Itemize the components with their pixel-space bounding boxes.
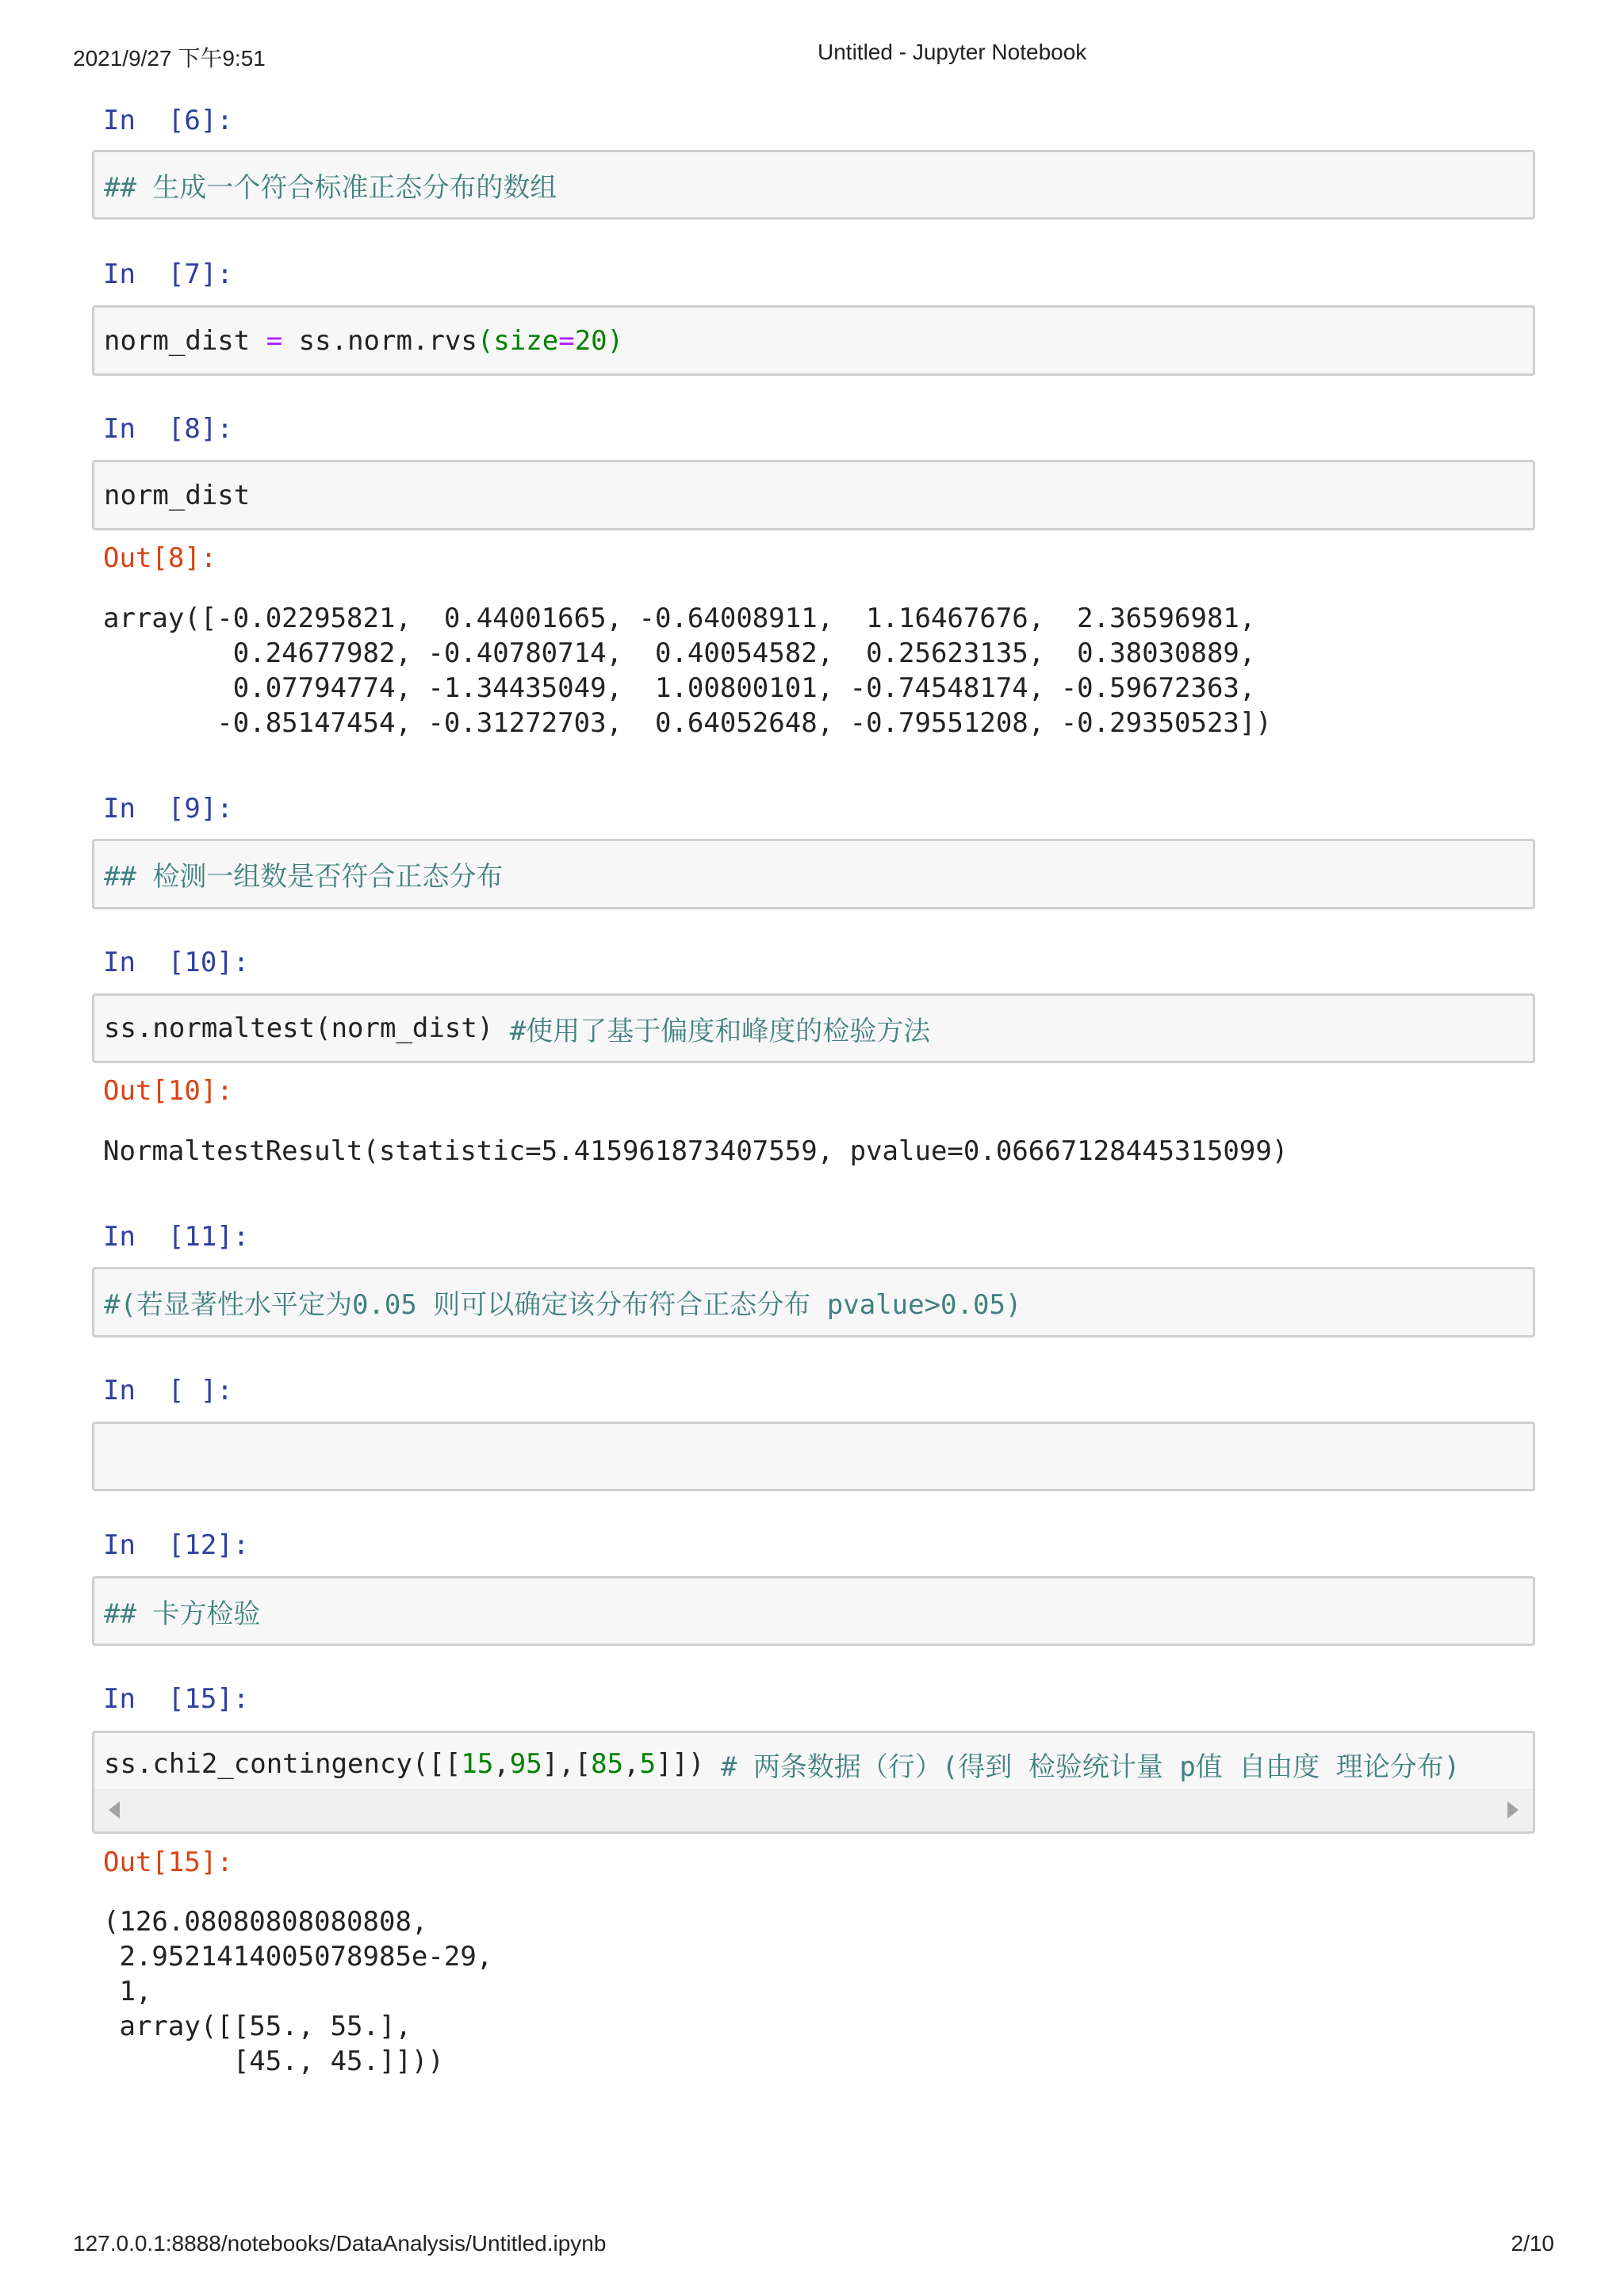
number-literal: 95 — [509, 1748, 542, 1780]
markdown-cell[interactable] — [92, 1267, 1535, 1337]
code-cell[interactable] — [92, 1731, 1535, 1834]
page-title: Untitled - Jupyter Notebook — [818, 40, 1087, 64]
code-source — [104, 308, 623, 373]
markdown-cell[interactable] — [92, 1576, 1535, 1646]
markdown-cell[interactable] — [92, 839, 1535, 909]
scroll-right-arrow-icon[interactable] — [1507, 1801, 1519, 1819]
markdown-cell[interactable] — [92, 150, 1535, 220]
cell-output: NormaltestResult(statistic=5.415961873407559, pvalue=0.06667128445315099) — [103, 1135, 1289, 1167]
code-cell[interactable] — [92, 993, 1535, 1063]
number-literal: 5 — [639, 1748, 657, 1780]
code-text: , — [623, 1748, 640, 1780]
code-text: ss.normaltest(norm_dist) — [104, 1012, 510, 1044]
number-literal: 85 — [591, 1748, 624, 1780]
markdown-source: ## 卡方检验 — [104, 1598, 261, 1630]
output-prompt: Out[10]: — [103, 1075, 233, 1107]
input-prompt: In [10]: — [103, 947, 250, 978]
input-prompt: In [6]: — [103, 105, 233, 136]
code-comment: #使用了基于偏度和峰度的检验方法 — [509, 1015, 931, 1047]
operator: = — [558, 324, 575, 357]
input-prompt: In [ ]: — [103, 1375, 233, 1406]
input-prompt: In [9]: — [103, 793, 233, 825]
code-cell[interactable] — [92, 460, 1535, 530]
operator: = — [266, 324, 283, 357]
code-source — [104, 1733, 1460, 1795]
markdown-source: #(若显著性水平定为0.05 则可以确定该分布符合正态分布 pvalue>0.05) — [104, 1289, 1022, 1321]
input-prompt: In [8]: — [103, 413, 233, 445]
input-prompt: In [12]: — [103, 1529, 250, 1561]
input-prompt: In [7]: — [103, 258, 233, 290]
code-text: , — [493, 1748, 510, 1780]
empty-code-cell[interactable] — [92, 1422, 1535, 1491]
code-cell[interactable] — [92, 305, 1535, 376]
code-text: ss.norm.rvs — [282, 324, 477, 357]
markdown-source: ## 检测一组数是否符合正态分布 — [104, 861, 504, 893]
page-url: 127.0.0.1:8888/notebooks/DataAnalysis/Untitled.ipynb — [73, 2231, 607, 2256]
cell-output: (126.08080808080808, 2.9521414005078985e-29, 1, array([[55., 55.], [45., 45.]])) — [103, 1906, 493, 2077]
input-prompt: In [11]: — [103, 1221, 250, 1253]
scroll-left-arrow-icon[interactable] — [109, 1801, 120, 1819]
markdown-source: ## 生成一个符合标准正态分布的数组 — [104, 171, 557, 204]
output-prompt: Out[8]: — [103, 542, 217, 574]
code-comment: # 两条数据（行）(得到 检验统计量 p值 自由度 理论分布) — [720, 1751, 1461, 1783]
keyword-arg: size — [493, 324, 559, 357]
number-literal: 15 — [461, 1748, 494, 1780]
code-text: ss.chi2_contingency([[ — [104, 1748, 462, 1780]
cell-output: array([-0.02295821, 0.44001665, -0.64008911, 1.16467676, 2.36596981, 0.24677982, -0.40780714, 0.40054582, 0.25623135, 0.38030889, 0.07794774, -1.34435049, 1.00800101, -0.74548174, -0.59672363, -0.85147454, -0.31272703, 0.64052648, -0.79551208, -0.29350523]) — [103, 603, 1272, 739]
code-source — [104, 996, 930, 1061]
page-number: 2/10 — [1511, 2231, 1554, 2256]
code-source: norm_dist — [104, 479, 251, 511]
paren: ) — [607, 324, 624, 357]
print-datetime: 2021/9/27 下午9:51 — [73, 46, 266, 71]
output-prompt: Out[15]: — [103, 1846, 233, 1878]
code-text: ],[ — [542, 1748, 592, 1780]
paren: ( — [477, 324, 494, 357]
number-literal: 20 — [574, 324, 607, 357]
code-text: norm_dist — [104, 324, 266, 357]
code-text: ]]) — [656, 1748, 721, 1780]
input-prompt: In [15]: — [103, 1683, 250, 1715]
horizontal-scrollbar[interactable] — [94, 1789, 1533, 1831]
